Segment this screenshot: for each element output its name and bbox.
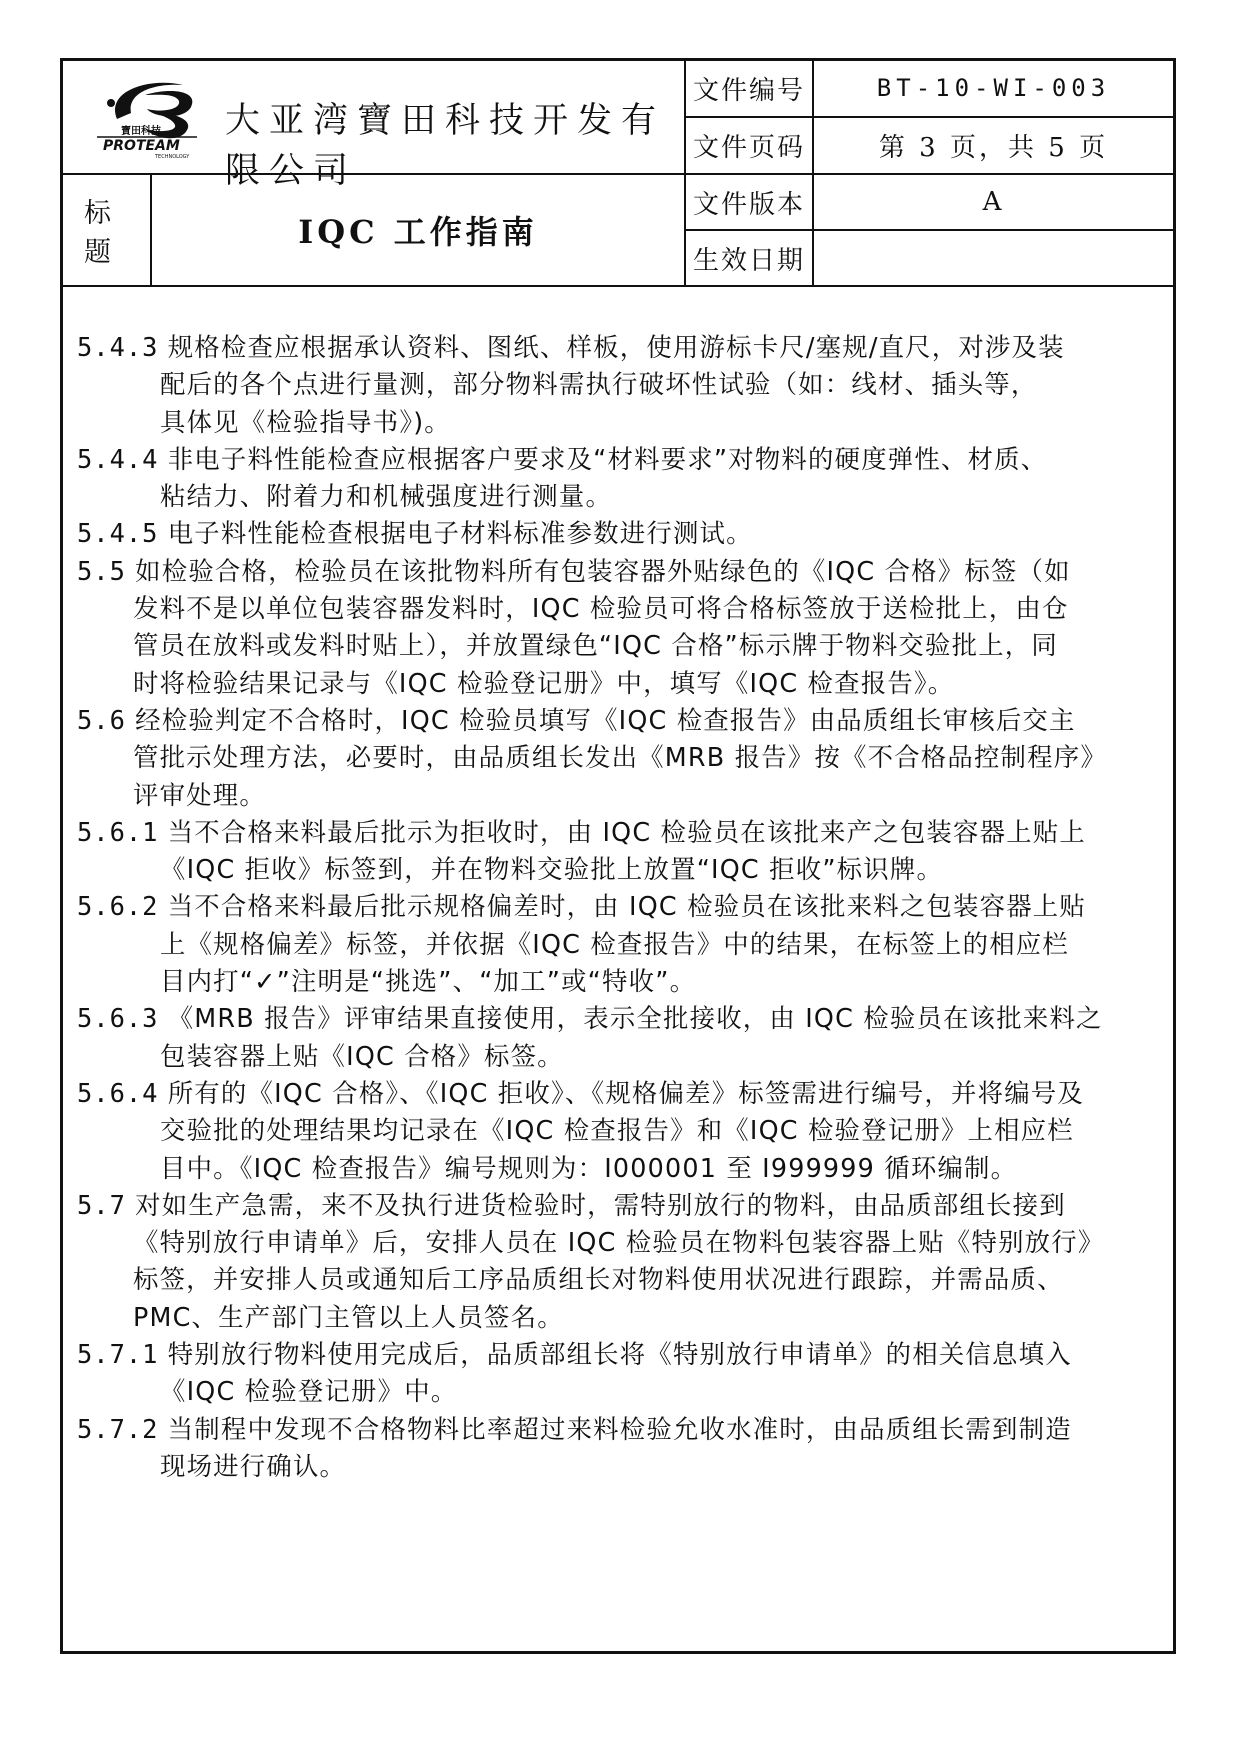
section-text-line: 标签，并安排人员或通知后工序品质组长对物料使用状况进行跟踪，并需品质、 <box>133 1264 1064 1295</box>
section-text: 当不合格来料最后批示规格偏差时，由 IQC 检验员在该批来料之包装容器上贴 <box>167 891 1086 922</box>
section-number: 5.5 <box>77 555 126 586</box>
file-no-label: 文件编号 <box>685 61 813 117</box>
header-table <box>63 61 1173 287</box>
section-number: 5.6.1 <box>77 816 159 847</box>
section-5-6-2 <box>77 888 1162 1000</box>
section-5-7-2 <box>77 1411 1162 1486</box>
section-number: 5.4.3 <box>77 332 159 362</box>
section-text: 所有的《IQC 合格》、《IQC 拒收》、《规格偏差》标签需进行编号，并将编号及 <box>167 1077 1084 1108</box>
section-text: 非电子料性能检查应根据客户要求及“材料要求”对物料的硬度弹性、材质、 <box>167 443 1048 474</box>
svg-text:TECHNOLOGY: TECHNOLOGY <box>155 154 190 159</box>
section-5-4-5 <box>77 515 1162 552</box>
section-5-6-4 <box>77 1075 1162 1187</box>
svg-text:PROTEAM: PROTEAM <box>103 138 180 154</box>
page-label: 文件页码 <box>685 117 813 174</box>
section-text-line: 评审处理。 <box>133 779 266 810</box>
section-text: 对如生产急需，来不及执行进货检验时，需特别放行的物料，由品质部组长接到 <box>135 1189 1066 1220</box>
section-text: 规格检查应根据承认资料、图纸、样板，使用游标卡尺/塞规/直尺，对涉及装 <box>167 332 1065 362</box>
section-number: 5.7.1 <box>77 1339 159 1370</box>
version-value: A <box>813 174 1173 230</box>
section-text: 电子料性能检查根据电子材料标准参数进行测试。 <box>167 518 753 549</box>
section-text-line: 交验批的处理结果均记录在《IQC 检查报告》和《IQC 检验登记册》上相应栏 <box>160 1115 1074 1146</box>
version-label: 文件版本 <box>685 174 813 230</box>
title-label: 标 题 <box>63 174 151 286</box>
company-logo <box>87 73 207 159</box>
section-5-6-3 <box>77 1000 1162 1075</box>
section-number: 5.4.4 <box>77 443 159 474</box>
section-5-7-1 <box>77 1336 1162 1411</box>
section-5-4-3 <box>77 329 1162 441</box>
section-number: 5.7 <box>77 1189 126 1220</box>
section-text-line: 具体见《检验指导书》)。 <box>160 406 451 437</box>
document-frame <box>60 58 1176 1654</box>
document-title: IQC 工作指南 <box>151 174 685 286</box>
section-5-4-4 <box>77 441 1162 516</box>
effective-date-label: 生效日期 <box>685 230 813 286</box>
section-text-line: 目内打“✓”注明是“挑选”、“加工”或“特收”。 <box>160 966 697 997</box>
section-text-line: 目中。《IQC 检查报告》编号规则为：I000001 至 I999999 循环编制。 <box>160 1152 1018 1183</box>
company-cell <box>63 61 685 191</box>
section-number: 5.6.3 <box>77 1003 159 1034</box>
section-number: 5.6 <box>77 704 126 735</box>
section-number: 5.6.4 <box>77 1077 159 1108</box>
section-text-line: 时将检验结果记录与《IQC 检验登记册》中，填写《IQC 检查报告》。 <box>133 667 955 698</box>
section-text: 《MRB 报告》评审结果直接使用，表示全批接收，由 IQC 检验员在该批来料之 <box>167 1003 1103 1034</box>
section-text-line: 《IQC 检验登记册》中。 <box>160 1376 458 1407</box>
section-number: 5.7.2 <box>77 1413 159 1444</box>
section-text: 经检验判定不合格时，IQC 检验员填写《IQC 检查报告》由品质组长审核后交主 <box>135 704 1076 735</box>
page-value: 第 3 页，共 5 页 <box>813 117 1173 174</box>
section-text: 特别放行物料使用完成后，品质部组长将《特别放行申请单》的相关信息填入 <box>167 1339 1072 1370</box>
section-text: 如检验合格，检验员在该批物料所有包装容器外贴绿色的《IQC 合格》标签（如 <box>135 555 1071 586</box>
section-text-line: 配后的各个点进行量测，部分物料需执行破坏性试验（如：线材、插头等， <box>160 369 1038 400</box>
section-number: 5.4.5 <box>77 518 159 549</box>
file-no-value: BT-10-WI-003 <box>813 61 1173 117</box>
section-text-line: 管批示处理方法，必要时，由品质组长发出《MRB 报告》按《不合格品控制程序》 <box>133 742 1107 773</box>
section-number: 5.6.2 <box>77 891 159 922</box>
effective-date-value <box>813 230 1173 286</box>
section-text: 当制程中发现不合格物料比率超过来料检验允收水准时，由品质组长需到制造 <box>167 1413 1072 1444</box>
section-5-7 <box>77 1187 1162 1336</box>
section-5-6 <box>77 702 1162 814</box>
document-body <box>77 329 1162 1485</box>
section-text-line: 上《规格偏差》标签，并依据《IQC 检查报告》中的结果，在标签上的相应栏 <box>160 928 1069 959</box>
section-text-line: 《特别放行申请单》后，安排人员在 IQC 检验员在物料包装容器上贴《特别放行》 <box>133 1227 1105 1258</box>
section-5-6-1 <box>77 814 1162 889</box>
section-text-line: 管员在放料或发料时贴上），并放置绿色“IQC 合格”标示牌于物料交验批上，同 <box>133 630 1058 661</box>
section-text-line: 粘结力、附着力和机械强度进行测量。 <box>160 481 613 512</box>
section-text-line: 《IQC 拒收》标签到，并在物料交验批上放置“IQC 拒收”标识牌。 <box>160 854 944 885</box>
company-name: 大亚湾寶田科技开发有限公司 <box>225 101 666 191</box>
svg-text:寶田科技: 寶田科技 <box>121 126 161 137</box>
section-text-line: 现场进行确认。 <box>160 1450 347 1481</box>
section-text-line: PMC、生产部门主管以上人员签名。 <box>133 1301 564 1332</box>
section-5-5 <box>77 553 1162 702</box>
section-text-line: 包装容器上贴《IQC 合格》标签。 <box>160 1040 564 1071</box>
section-text: 当不合格来料最后批示为拒收时，由 IQC 检验员在该批来产之包装容器上贴上 <box>167 816 1086 847</box>
section-text-line: 发料不是以单位包装容器发料时，IQC 检验员可将合格标签放于送检批上，由仓 <box>133 593 1069 624</box>
